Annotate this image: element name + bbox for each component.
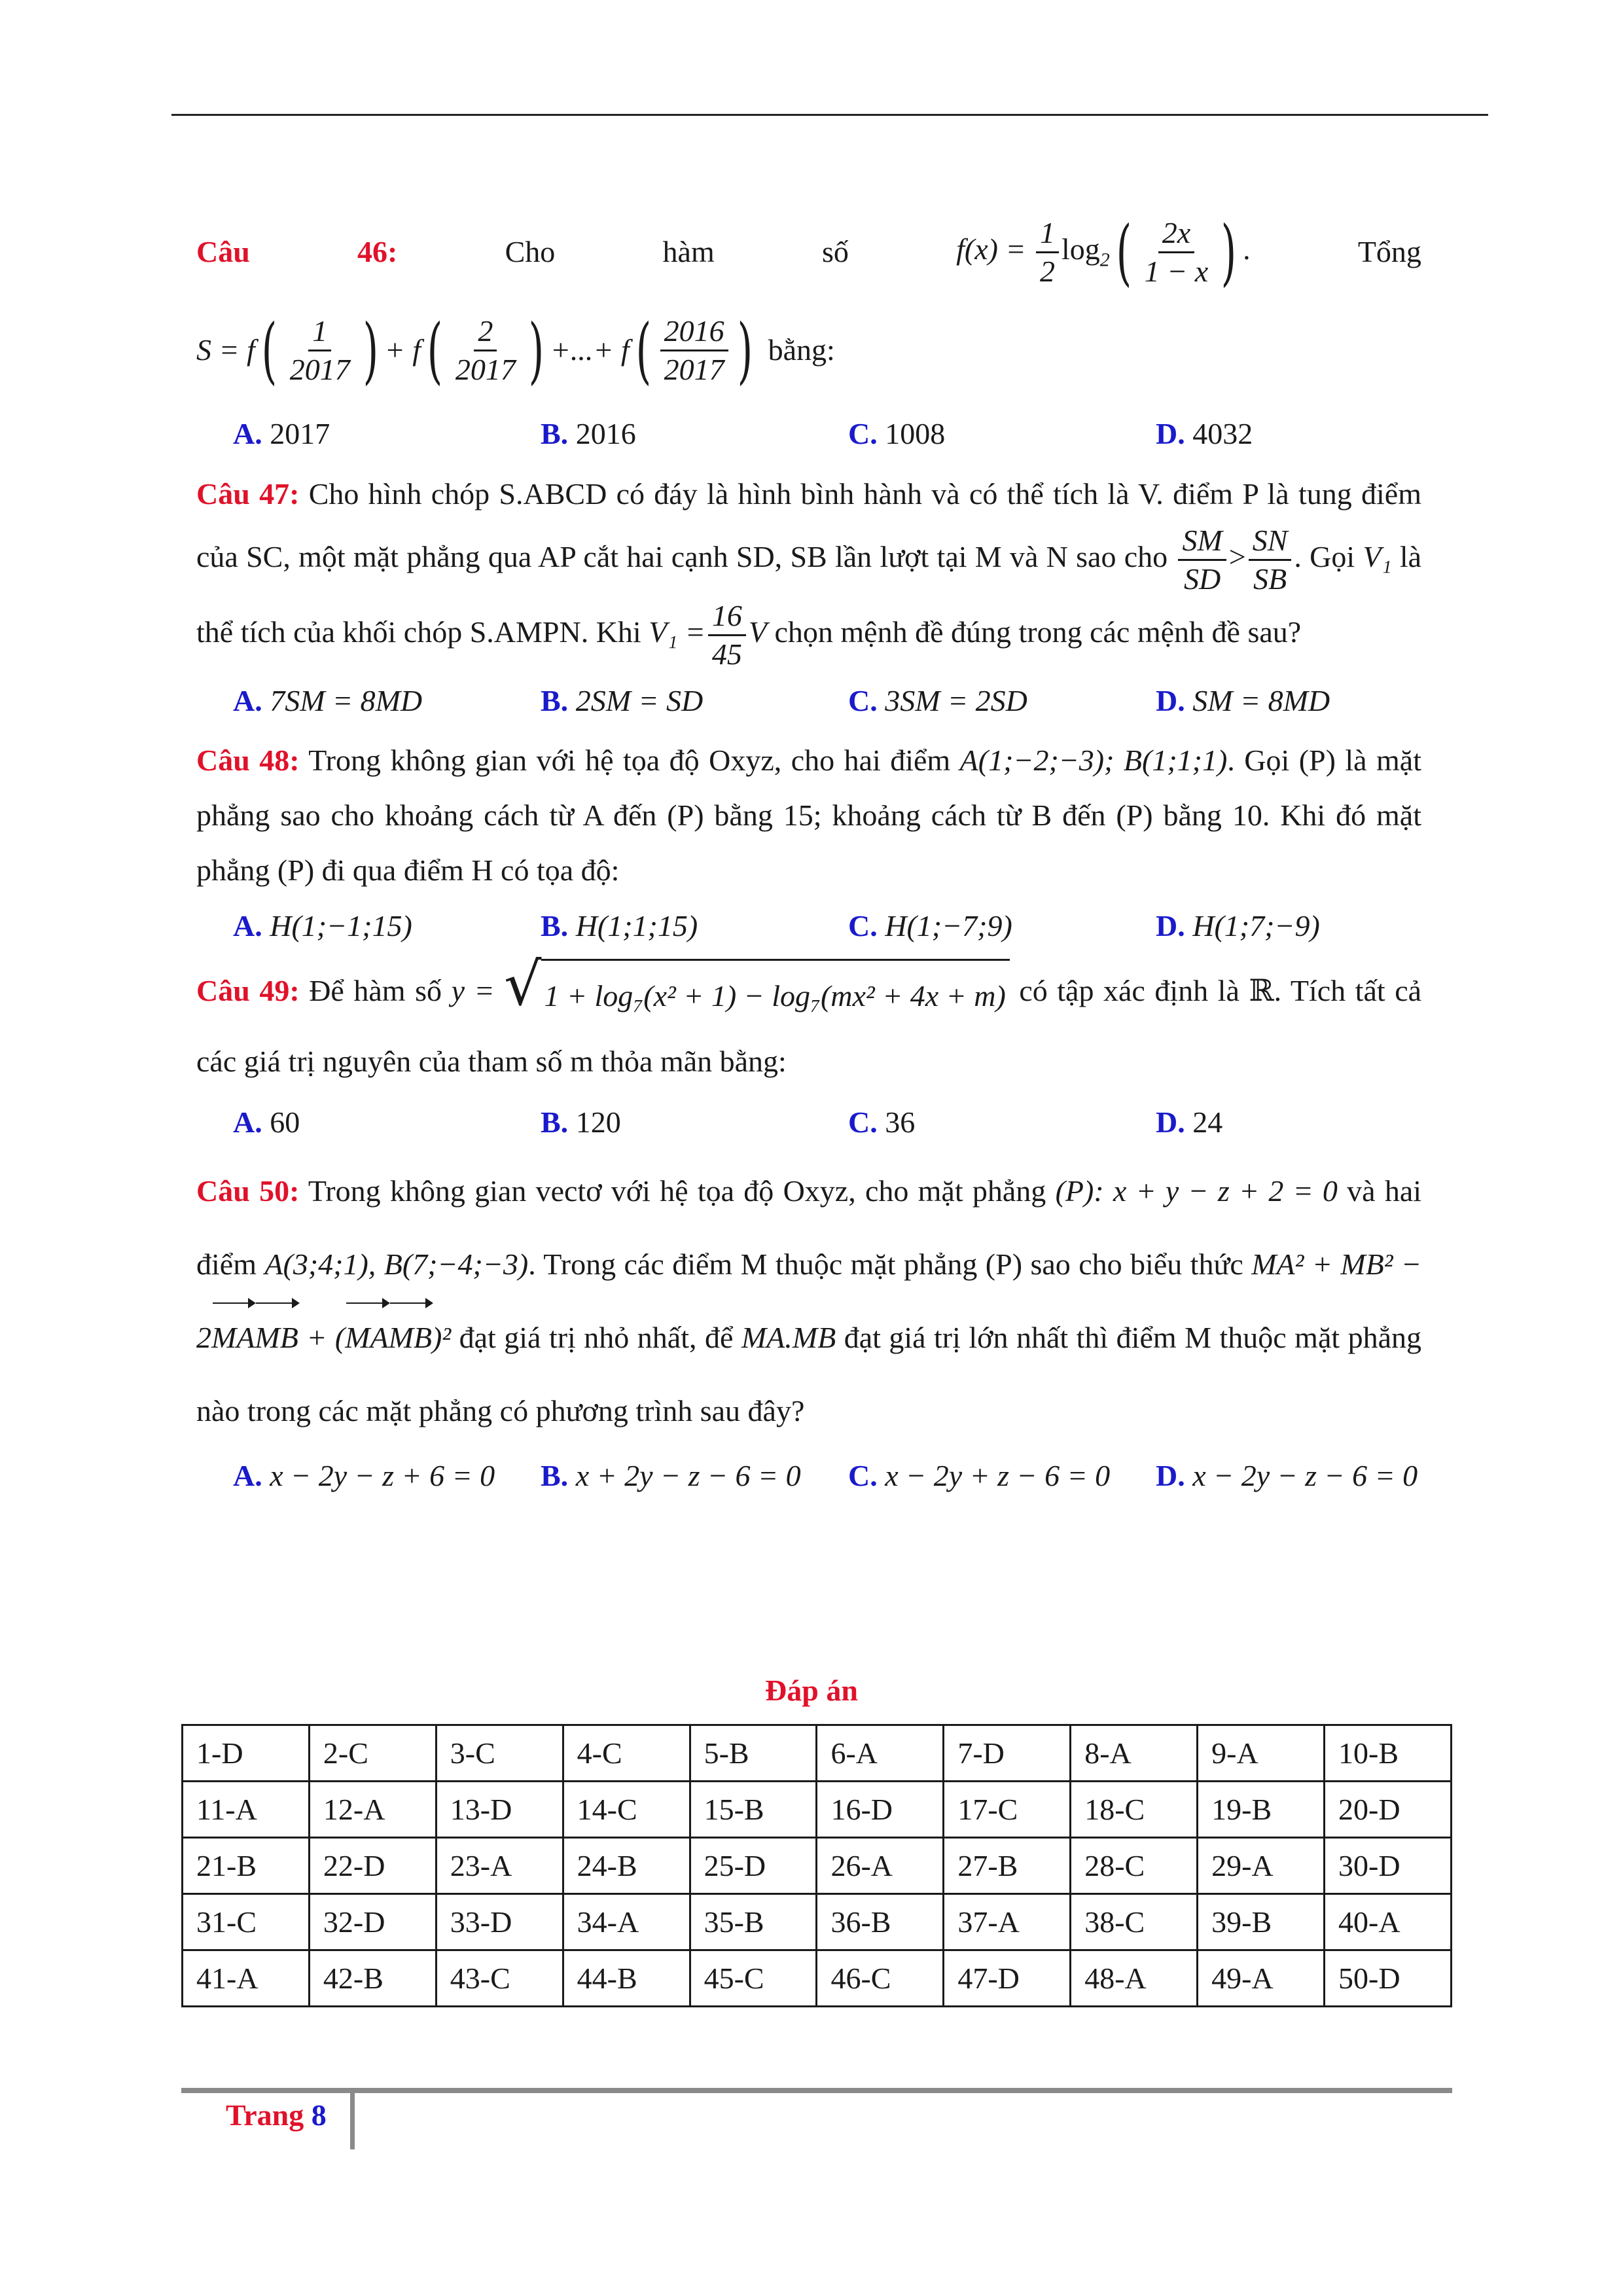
answer-cell: 30-D — [1325, 1838, 1452, 1894]
answer-cell: 28-C — [1071, 1838, 1198, 1894]
answer-cell: 20-D — [1325, 1782, 1452, 1838]
answer-cell: 36-B — [817, 1894, 944, 1950]
answer-cell: 41-A — [183, 1950, 310, 2007]
answer-cell: 12-A — [309, 1782, 436, 1838]
answer-cell: 6-A — [817, 1725, 944, 1782]
answer-cell: 24-B — [563, 1838, 690, 1894]
question-49: Câu 49: Để hàm số y = √ 1 + log₇(x² + 1) − log₇(mx² + 4x + m) có tập xác định là ℝ. Tích tất cả các giá trị nguyên của tham số m thỏa mãn bằng: — [196, 950, 1422, 1078]
footer-label: Trang — [226, 2098, 304, 2132]
answer-key-title: Đáp án — [765, 1674, 858, 1707]
answer-cell: 17-C — [944, 1782, 1071, 1838]
option-b: B. 2SM = SD — [541, 684, 704, 717]
answer-cell: 29-A — [1198, 1838, 1325, 1894]
answer-cell: 10-B — [1325, 1725, 1452, 1782]
option-c: C. 36 — [848, 1105, 916, 1139]
expression: MA² + MB² − 2MAMB + (MAMB)² — [196, 1247, 1421, 1354]
answer-cell: 34-A — [563, 1894, 690, 1950]
question-49-label: Câu 49: — [196, 974, 300, 1007]
answer-cell: 19-B — [1198, 1782, 1325, 1838]
question-47: Câu 47: Cho hình chóp S.ABCD có đáy là hình bình hành và có thể tích là V. điểm P là tung điểm của SC, một mặt phẳng qua AP cắt hai cạnh SD, SB lần lượt tại M và N sao cho $\frac{SM}{SD}$ > $\frac{SN}{SB}$ . Gọi V₁ là thể tích của khối chóp S.AMPN. Khi V₁ = $\frac{16}{45}$ V chọn mệnh đề đúng trong các mệnh đề sau? — [196, 466, 1421, 673]
question-48-label: Câu 48: — [196, 744, 300, 777]
option-a: A. 7SM = 8MD — [233, 684, 423, 717]
answer-cell: 16-D — [817, 1782, 944, 1838]
answer-cell: 23-A — [436, 1838, 563, 1894]
option-a: A. 60 — [233, 1105, 300, 1139]
question-46-label: Câu — [196, 235, 250, 268]
q46-word: Cho — [505, 235, 556, 268]
q46-word: hàm — [662, 235, 715, 268]
answer-cell: 49-A — [1198, 1950, 1325, 2007]
answer-key-table — [181, 1724, 1452, 2007]
option-d: D. 24 — [1156, 1105, 1223, 1139]
question-47-label: Câu 47: — [196, 477, 300, 511]
option-d: D. H(1;7;−9) — [1156, 909, 1320, 942]
page-footer — [226, 2098, 327, 2132]
option-d: D. x − 2y − z − 6 = 0 — [1156, 1458, 1418, 1492]
answer-cell: 33-D — [436, 1894, 563, 1950]
option-c: C. H(1;−7;9) — [848, 909, 1012, 942]
answer-row — [183, 1950, 1452, 2007]
option-a: A. 2017 — [233, 417, 330, 450]
question-46-number: 46: — [357, 235, 398, 268]
answer-cell: 38-C — [1071, 1894, 1198, 1950]
option-d: D. 4032 — [1156, 417, 1253, 450]
answer-cell: 4-C — [563, 1725, 690, 1782]
answer-cell: 50-D — [1325, 1950, 1452, 2007]
answer-cell: 26-A — [817, 1838, 944, 1894]
answer-cell: 18-C — [1071, 1782, 1198, 1838]
sqrt-expression: √ 1 + log₇(x² + 1) − log₇(mx² + 4x + m) — [504, 959, 1010, 1029]
answer-cell: 31-C — [183, 1894, 310, 1950]
option-b: B. 2016 — [541, 417, 636, 450]
answer-cell: 27-B — [944, 1838, 1071, 1894]
answer-cell: 13-D — [436, 1782, 563, 1838]
question-48-options — [233, 903, 1421, 949]
q46-word: số — [821, 235, 849, 268]
answer-cell: 43-C — [436, 1950, 563, 2007]
answer-cell: 35-B — [690, 1894, 817, 1950]
q46-word: Tổng — [1357, 235, 1421, 268]
answer-cell: 5-B — [690, 1725, 817, 1782]
answer-cell: 46-C — [817, 1950, 944, 2007]
option-a: A. x − 2y − z + 6 = 0 — [233, 1458, 495, 1492]
answer-cell: 1-D — [183, 1725, 310, 1782]
answer-cell: 44-B — [563, 1950, 690, 2007]
answer-cell: 15-B — [690, 1782, 817, 1838]
answer-cell: 21-B — [183, 1838, 310, 1894]
question-50-label: Câu 50: — [196, 1174, 300, 1208]
footer-rule — [181, 2088, 1452, 2093]
question-46-line1 — [196, 209, 1421, 295]
question-49-options — [233, 1100, 1421, 1145]
answer-cell: 25-D — [690, 1838, 817, 1894]
document-body — [196, 209, 1421, 1508]
header-rule — [171, 114, 1488, 116]
fraction: $\frac{1}{2017}$ — [289, 314, 350, 386]
answer-cell: 45-C — [690, 1950, 817, 2007]
answer-cell: 37-A — [944, 1894, 1071, 1950]
option-d: D. SM = 8MD — [1156, 684, 1330, 717]
option-b: B. x + 2y − z − 6 = 0 — [541, 1458, 801, 1492]
question-46-sum: S = f ( $\frac{1}{2017}$ ) + f ( $\frac{2}{2017}$ ) +...+ f ( $\frac{2016}{2017}$ ) bằng: — [196, 308, 835, 392]
option-b: B. 120 — [541, 1105, 621, 1139]
fraction: $\frac{2016}{2017}$ — [660, 313, 728, 388]
fraction: $\frac{SN}{SB}$ — [1249, 522, 1292, 598]
answer-cell: 14-C — [563, 1782, 690, 1838]
q46-function: f(x) = $\frac{1}{2}$ $\log_2$( $\frac{2x}{1 - x}$ ) . — [956, 210, 1251, 294]
option-c: C. 1008 — [848, 417, 946, 450]
answer-cell: 9-A — [1198, 1725, 1325, 1782]
answer-cell: 42-B — [309, 1950, 436, 2007]
question-46-options — [233, 411, 1421, 457]
option-c: C. x − 2y + z − 6 = 0 — [848, 1458, 1111, 1492]
question-47-options — [233, 678, 1421, 724]
footer-divider — [350, 2092, 355, 2149]
answer-cell: 22-D — [309, 1838, 436, 1894]
answer-cell: 7-D — [944, 1725, 1071, 1782]
answer-row — [183, 1894, 1452, 1950]
fraction: $\frac{2x}{1 - x}$ — [1144, 215, 1209, 288]
answer-cell: 48-A — [1071, 1950, 1198, 2007]
answer-cell: 11-A — [183, 1782, 310, 1838]
question-48: Câu 48: Trong không gian với hệ tọa độ Oxyz, cho hai điểm A(1;−2;−3); B(1;1;1). Gọi (P) là mặt phẳng sao cho khoảng cách từ A đến (P) bằng 15; khoảng cách từ B đến (P) bằng 10. Khi đó mặt phẳng (P) đi qua điểm H có tọa độ: — [196, 744, 1421, 887]
option-b: B. H(1;1;15) — [541, 909, 698, 942]
option-a: A. H(1;−1;15) — [233, 909, 412, 942]
answer-cell: 39-B — [1198, 1894, 1325, 1950]
answer-cell: 2-C — [309, 1725, 436, 1782]
answer-cell: 8-A — [1071, 1725, 1198, 1782]
fraction: $\frac{SM}{SD}$ — [1178, 522, 1226, 598]
answer-cell: 32-D — [309, 1894, 436, 1950]
page-number: 8 — [311, 2098, 327, 2132]
fraction: $\frac{1}{2}$ — [1036, 215, 1059, 290]
answer-row — [183, 1838, 1452, 1894]
fraction: $\frac{2}{2017}$ — [455, 314, 516, 386]
fraction: $\frac{16}{45}$ — [708, 598, 746, 673]
answer-row — [183, 1725, 1452, 1782]
answer-cell: 40-A — [1325, 1894, 1452, 1950]
question-50: Câu 50: Trong không gian vectơ với hệ tọa độ Oxyz, cho mặt phẳng (P): x + y − z + 2 = 0 và hai điểm A(3;4;1), B(7;−4;−3). Trong các điểm M thuộc mặt phẳng (P) sao cho biểu thức MA² + MB² − 2MAMB + (MAMB)² đạt giá trị nhỏ nhất, để MA.MB đạt giá trị lớn nhất thì điểm M thuộc mặt phẳng nào trong các mặt phẳng có phương trình sau đây? — [196, 1174, 1422, 1427]
answer-cell: 3-C — [436, 1725, 563, 1782]
option-c: C. 3SM = 2SD — [848, 684, 1027, 717]
question-50-options — [233, 1453, 1421, 1499]
answer-cell: 47-D — [944, 1950, 1071, 2007]
answer-row — [183, 1782, 1452, 1838]
